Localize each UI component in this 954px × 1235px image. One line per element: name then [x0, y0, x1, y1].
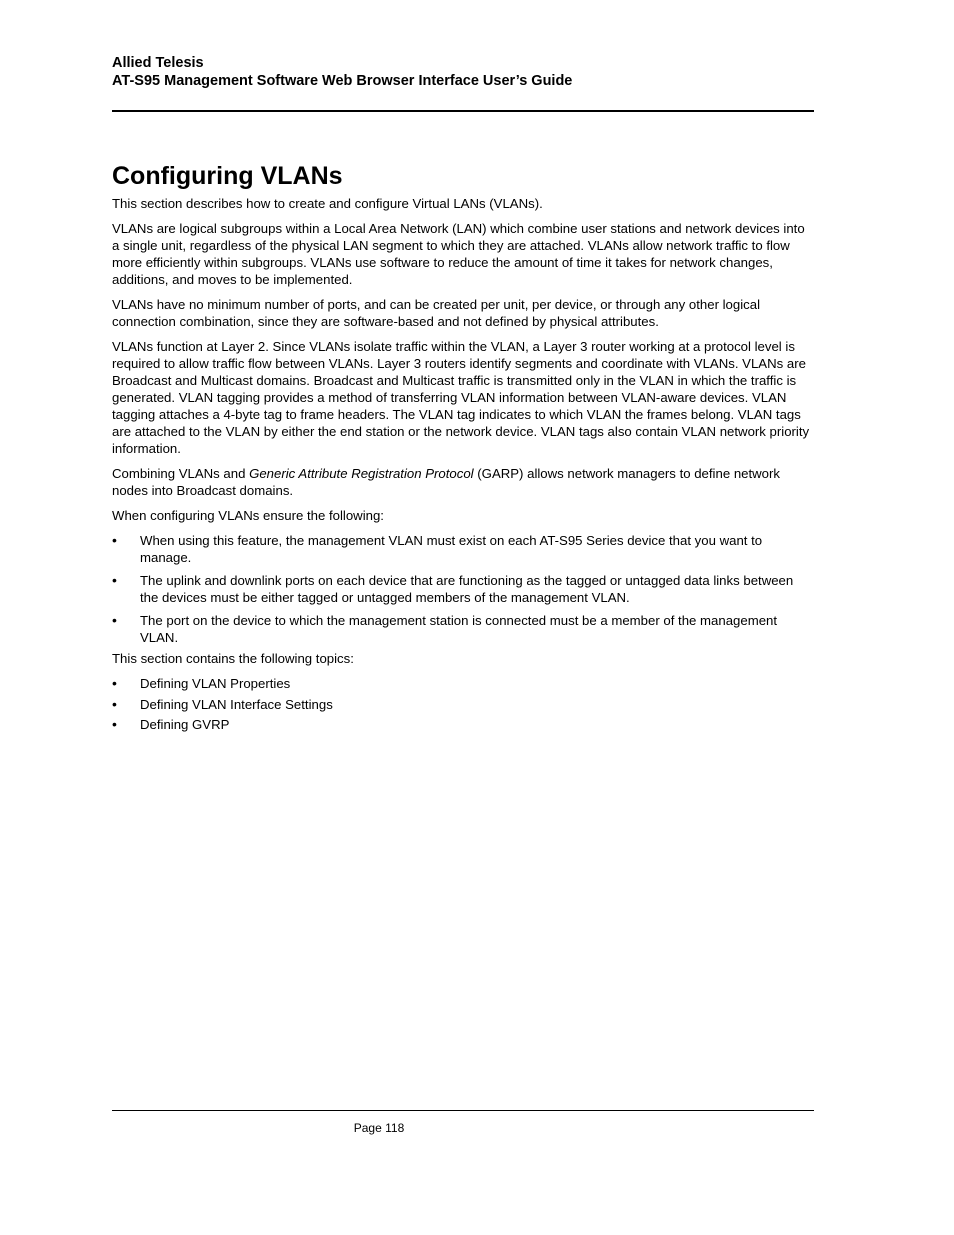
- list-item-text: The uplink and downlink ports on each device that are functioning as the tagged or untagged data links between the devices must be either tagged or untagged members of the management VLAN.: [140, 573, 794, 605]
- bullet-icon: •: [112, 695, 117, 712]
- list-item: [112, 696, 814, 713]
- section-content: [112, 160, 814, 737]
- topic-defining-vlan-interface-settings: Defining VLAN Interface Settings: [140, 696, 333, 712]
- list-item-text: When using this feature, the management VLAN must exist on each AT-S95 Series device that you want to manage.: [140, 533, 763, 565]
- page-header: [112, 54, 814, 90]
- topics-list: [112, 675, 814, 733]
- topics-intro: This section contains the following topics:: [112, 651, 354, 666]
- list-item: [112, 612, 814, 646]
- header-guide-title: AT-S95 Management Software Web Browser Interface User’s Guide: [112, 73, 573, 89]
- garp-paragraph: [112, 465, 814, 499]
- garp-text-after: (GARP) allows network managers to define network nodes into Broadcast domains.: [112, 466, 780, 498]
- list-item: [112, 716, 814, 733]
- intro-paragraph: This section describes how to create and configure Virtual LANs (VLANs).: [112, 196, 543, 211]
- document-page: [112, 0, 814, 1235]
- garp-text-before: Combining VLANs and: [112, 466, 250, 481]
- body-paragraph: VLANs are logical subgroups within a Local Area Network (LAN) which combine user stations and network devices into a single unit, regardless of the physical LAN segment to which they are attached. VLANs allow network traffic to flow more efficiently within subgroups. VLANs use software to reduce the amount of time it takes for network changes, additions, and moves to be implemented.: [112, 221, 805, 287]
- body-paragraph: VLANs function at Layer 2. Since VLANs isolate traffic within the VLAN, a Layer 3 router working at a protocol level is required to allow traffic flow between VLANs. Layer 3 routers identify segments and coordinate with VLANs. VLANs are Broadcast and Multicast domains. Broadcast and Multicast traffic is transmitted only in the VLAN in which the traffic is generated. VLAN tagging provides a method of transferring VLAN information between VLAN-aware devices. VLAN tagging attaches a 4-byte tag to frame headers. The VLAN tag indicates to which VLAN the frames belong. VLAN tags are attached to the VLAN by either the end station or the network device. VLAN tags also contain VLAN network priority information.: [112, 339, 810, 456]
- bullet-icon: •: [112, 716, 117, 732]
- topic-defining-gvrp: Defining GVRP: [140, 717, 230, 732]
- list-item-text: The port on the device to which the management station is connected must be a member of the management VLAN.: [140, 613, 778, 645]
- bullet-icon: •: [112, 612, 117, 628]
- list-item: [112, 572, 814, 606]
- topic-defining-vlan-properties: Defining VLAN Properties: [140, 676, 291, 691]
- bullet-icon: •: [112, 572, 117, 588]
- ensure-intro: When configuring VLANs ensure the following:: [112, 508, 384, 523]
- page-number: Page 118: [353, 1121, 405, 1135]
- bullet-icon: •: [112, 675, 117, 691]
- section-title: Configuring VLANs: [112, 162, 343, 190]
- footer-divider: [112, 1110, 814, 1111]
- bullet-icon: •: [112, 532, 117, 548]
- body-paragraph: VLANs have no minimum number of ports, and can be created per unit, per device, or through any other logical connection combination, since they are software-based and not defined by physical attributes.: [112, 297, 761, 329]
- header-company: Allied Telesis: [112, 55, 204, 71]
- list-item: [112, 532, 814, 566]
- list-item: [112, 675, 814, 692]
- garp-term: Generic Attribute Registration Protocol: [249, 466, 474, 481]
- header-divider: [112, 110, 814, 112]
- requirements-list: [112, 532, 814, 646]
